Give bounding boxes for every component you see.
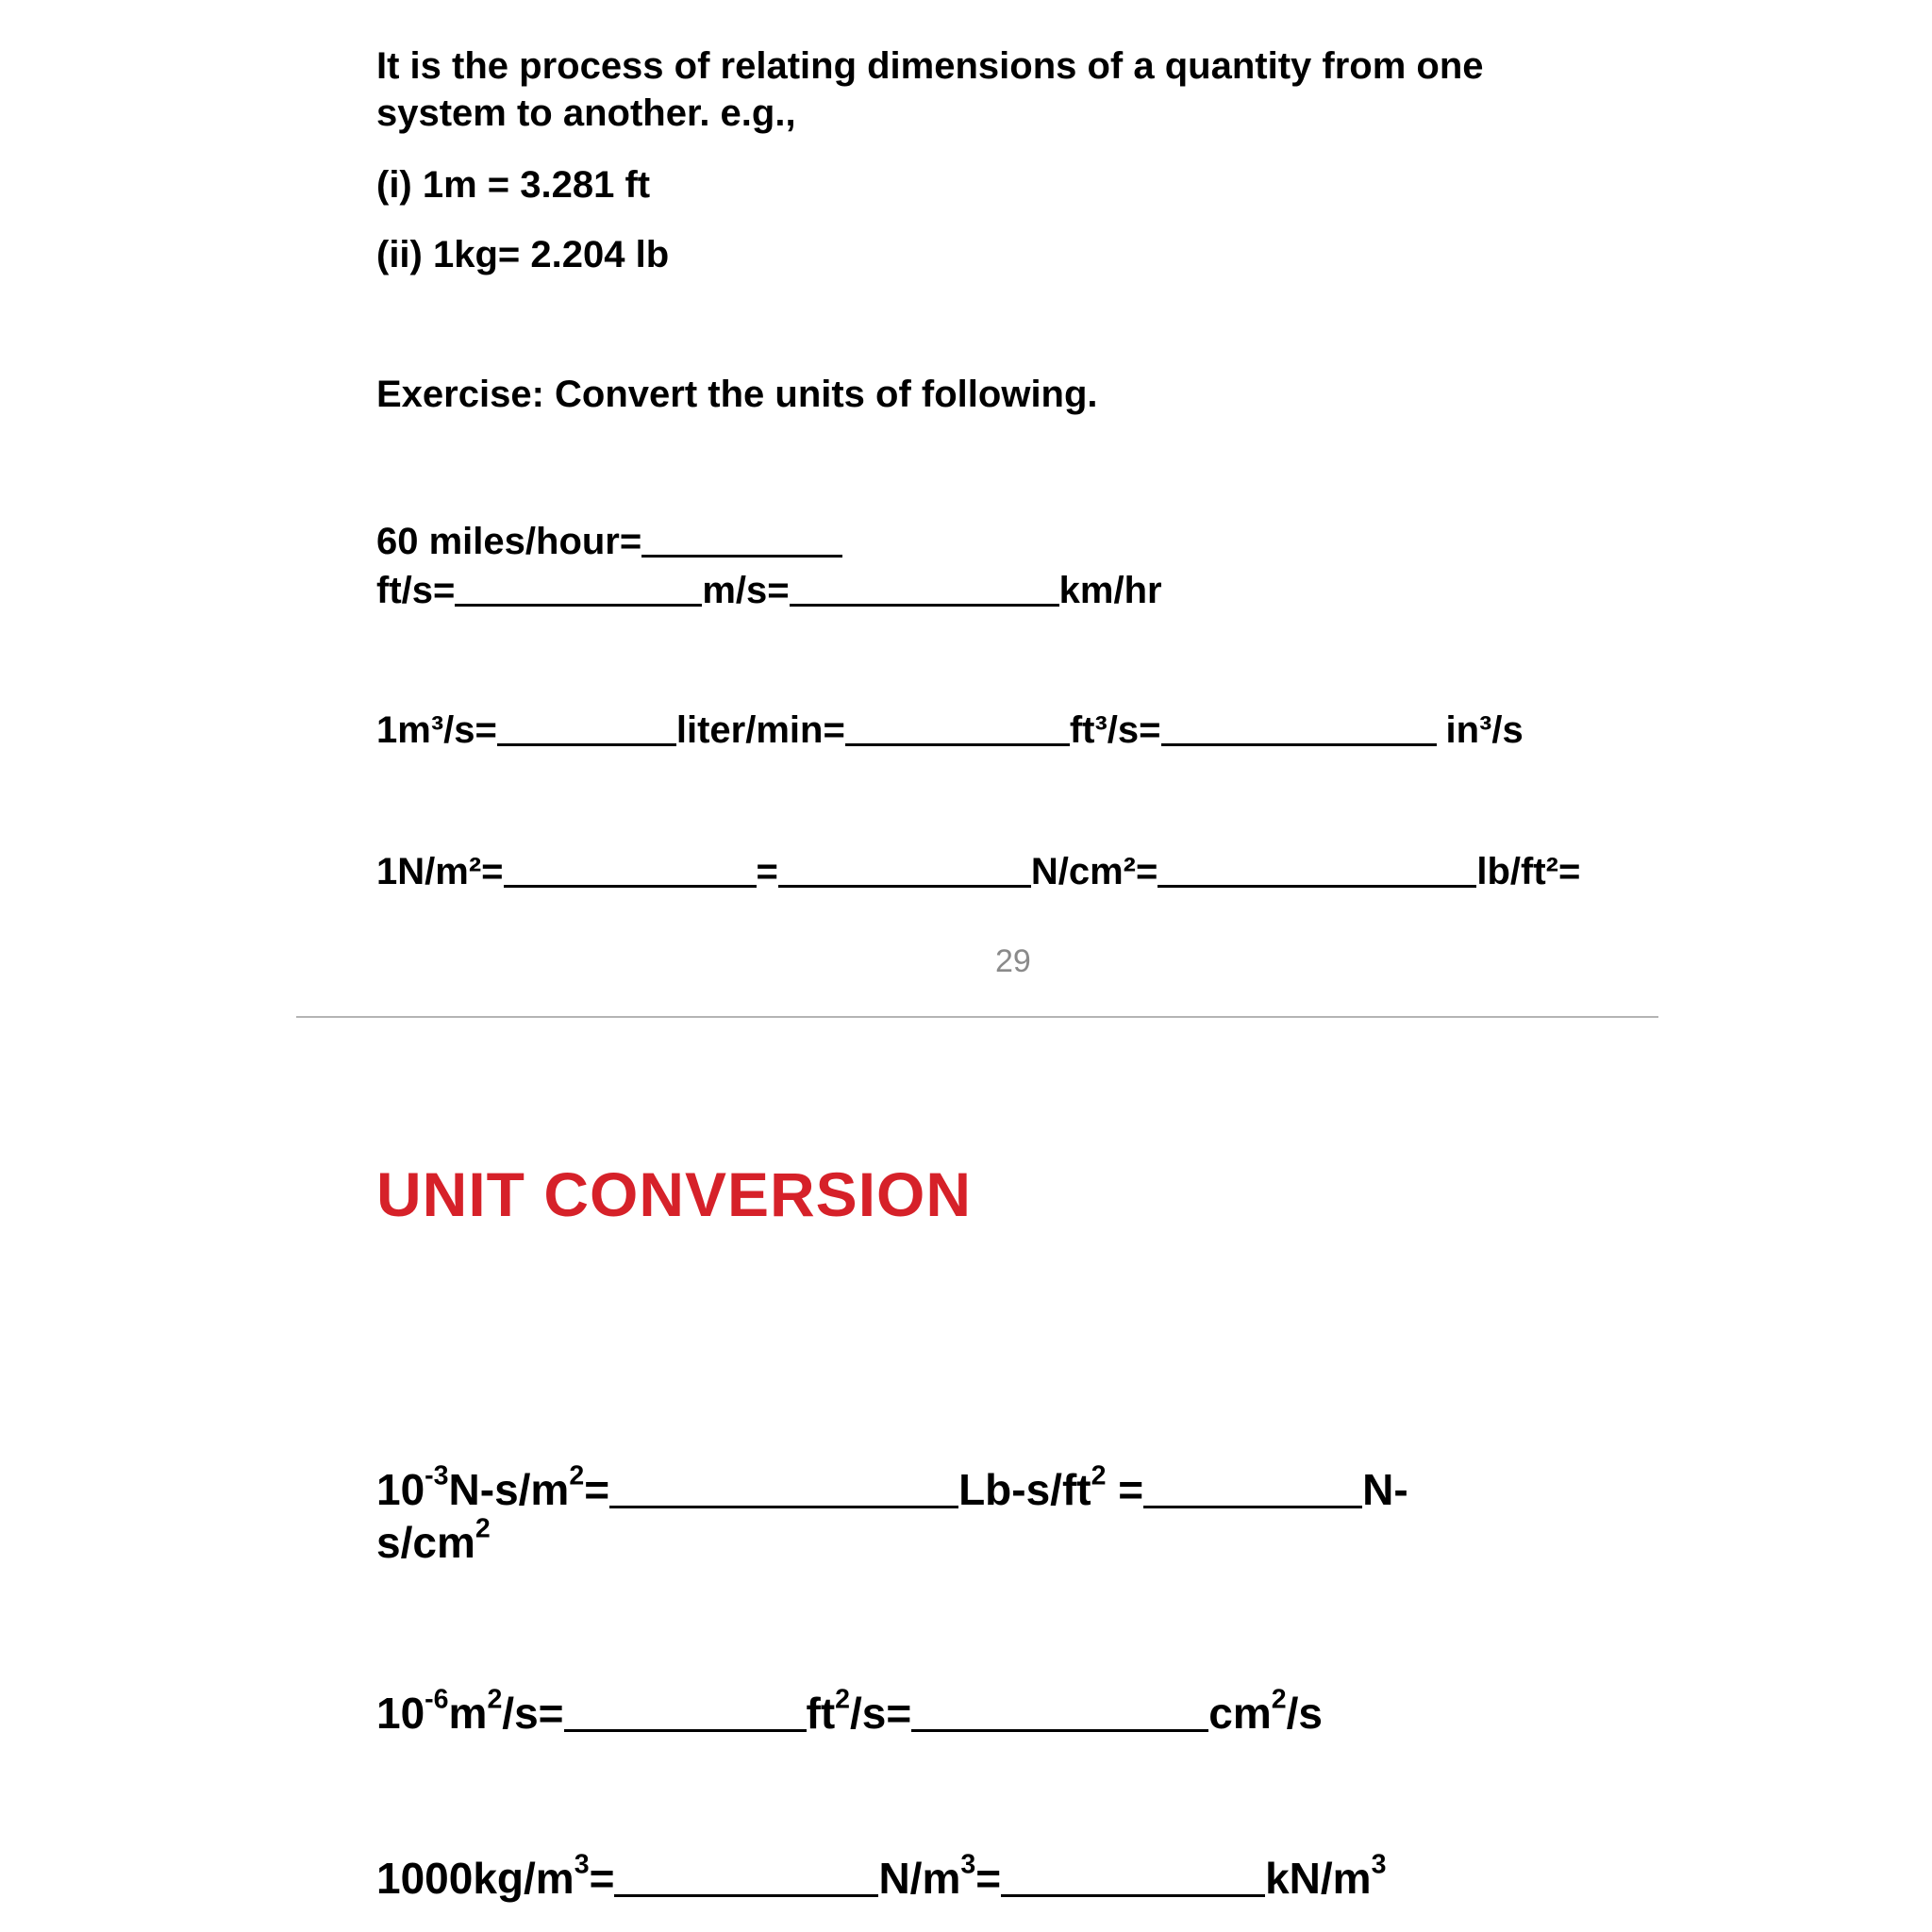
intro-line-2: system to another. e.g., (376, 92, 796, 134)
example-kg-lb: (ii) 1kg= 2.204 lb (376, 234, 670, 275)
label-s-per-cm2: $s/cm^2$ (376, 1513, 491, 1567)
label-kn-per-m3: $kN/m^3$ (1265, 1849, 1387, 1903)
answer-blank[interactable] (1158, 847, 1476, 888)
exercise-heading: Exercise: Convert the units of following. (376, 374, 1098, 415)
question-kinematic-viscosity (376, 1686, 1323, 1739)
label-ft3-per-s: ft³/s= (1069, 709, 1161, 751)
label-in3-per-s: in³/s (1445, 709, 1524, 751)
answer-blank[interactable] (1161, 706, 1437, 746)
label-liter-per-min: liter/min= (675, 709, 845, 751)
question-viscosity-line-2 (376, 1513, 491, 1568)
example-meter-feet: (i) 1m = 3.281 ft (376, 164, 651, 206)
label-m-per-s: m/s= (702, 570, 790, 611)
label-n-per-m3: $N/m^3=$ (878, 1849, 1002, 1903)
label-n-per-cm2: N/cm²= (1030, 851, 1158, 892)
label-n-per-m2: 1N/m²= (376, 851, 504, 892)
section-title: UNIT CONVERSION (376, 1159, 973, 1229)
label-dynamic-viscosity: $10^{-3}N-s/m^2=$ (376, 1460, 610, 1514)
question-density (376, 1851, 1386, 1904)
page-divider (296, 1016, 1658, 1018)
label-ft2-per-s: $ft^2/s=$ (806, 1684, 912, 1738)
page-number: 29 (995, 943, 1031, 979)
intro-line-1: It is the process of relating dimensions of a quantity from one (376, 45, 1484, 87)
answer-blank[interactable] (790, 566, 1059, 607)
question-speed-line-2 (376, 566, 1162, 612)
answer-blank[interactable] (641, 517, 842, 558)
label-miles-per-hour: 60 miles/hour= (376, 521, 642, 562)
answer-blank[interactable] (614, 1851, 878, 1897)
question-speed-line-1 (376, 517, 842, 563)
answer-blank[interactable] (845, 706, 1070, 746)
answer-blank[interactable] (497, 706, 676, 746)
question-viscosity-line-1 (376, 1462, 1408, 1515)
question-pressure (376, 847, 1580, 893)
answer-blank[interactable] (778, 847, 1031, 888)
answer-blank[interactable] (911, 1686, 1208, 1732)
label-lb-s-per-ft2: $Lb-s/ft^2$ = (958, 1460, 1144, 1514)
answer-blank[interactable] (564, 1686, 807, 1732)
label-km-per-hr: km/hr (1058, 570, 1162, 611)
answer-blank[interactable] (455, 566, 702, 607)
label-m3-per-s: 1m³/s= (376, 709, 497, 751)
answer-blank[interactable] (1001, 1851, 1265, 1897)
label-lb-per-ft2: lb/ft²= (1476, 851, 1581, 892)
label-n-dash: N- (1362, 1465, 1408, 1514)
label-ft-per-s: ft/s= (376, 570, 456, 611)
label-cm2-per-s: $cm^2/s$ (1208, 1684, 1323, 1738)
label-kg-per-m3: $1000kg/m^3=$ (376, 1849, 615, 1903)
label-m2-per-s: $10^{-6}m^2/s=$ (376, 1684, 564, 1738)
answer-blank[interactable] (1143, 1462, 1362, 1508)
question-flow-rate (376, 706, 1524, 752)
label-equals: = (756, 851, 778, 892)
answer-blank[interactable] (504, 847, 757, 888)
answer-blank[interactable] (609, 1462, 958, 1508)
